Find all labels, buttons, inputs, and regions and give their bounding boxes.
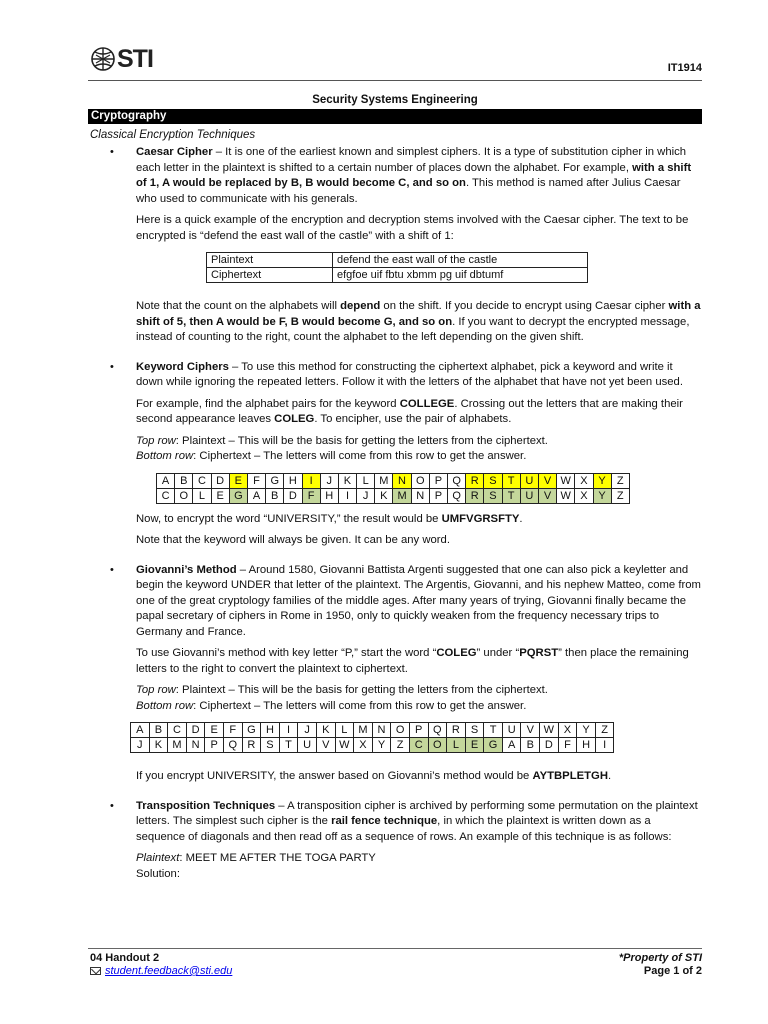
table-row [207,268,588,283]
ciphertext-cell: F [558,738,577,753]
ciphertext-cell: U [298,738,317,753]
ciphertext-cell: T [279,738,298,753]
plaintext-cell: Y [577,723,596,738]
ciphertext-cell: C [409,738,428,753]
ciphertext-cell: D [540,738,559,753]
keyword-paragraph-1 [136,360,702,391]
giovanni-paragraph-3 [136,769,702,785]
text-span: If you encrypt UNIVERSITY, the answer based on Giovanni’s method would be [136,770,533,782]
caesar-paragraph-1 [136,145,702,207]
ciphertext-cell: Y [593,488,611,503]
keyword-paragraph-2 [136,397,702,428]
transposition-paragraph-1 [136,799,702,846]
plaintext-cell: V [521,723,540,738]
table-row [207,253,588,268]
plaintext-cell: J [320,473,338,488]
subsection-heading: Classical Encryption Techniques [90,129,256,141]
plaintext-cell: L [357,473,375,488]
bold-span: AYTBPLETGH [532,770,608,782]
plaintext-cell: Q [448,473,466,488]
plaintext-cell: A [157,473,175,488]
text-span: ” then place the remaining letters to the right to convert the plaintext to ciphertext. [136,647,689,675]
keyword-bottom-row-note [136,449,702,465]
bold-span: COLEG [274,413,315,425]
text-span: Now, to encrypt the word “UNIVERSITY,” the result would be [136,512,442,525]
giovanni-top-row-note [136,683,702,699]
ciphertext-cell: E [211,488,229,503]
italic-span: Top row [136,434,176,447]
keyword-top-row-note [136,434,702,450]
ciphertext-cell: I [338,488,356,503]
ciphertext-cell: H [577,738,596,753]
ciphertext-cell: A [502,738,521,753]
giovanni-paragraph-1 [136,563,702,641]
ciphertext-cell: L [193,488,211,503]
text-span: To use Giovanni’s method with key letter “P,” start the word “ [136,647,437,659]
italic-span: Top row [136,684,176,696]
sti-logo [90,46,153,72]
giovanni-alphabet-table [130,722,614,753]
ciphertext-cell: B [521,738,540,753]
plaintext-cell: J [298,723,317,738]
ciphertext-cell: H [320,488,338,503]
giovanni-bottom-row-note [136,699,702,715]
plaintext-cell: S [465,723,484,738]
ciphertext-cell: D [284,488,302,503]
plaintext-cell: O [391,723,410,738]
bullet-icon: • [110,146,114,158]
ciphertext-cell: S [261,738,280,753]
text-span: : Ciphertext – The letters will come from this row to get the answer. [193,450,527,462]
text-span: . Crossing out the letters that are making their second appearance leaves [136,397,683,425]
section-heading: Cryptography [88,109,702,124]
text-span: . [519,512,523,525]
plaintext-cell: N [372,723,391,738]
text-span: . [607,770,612,782]
footer-divider [88,948,702,949]
ciphertext-cell: E [465,738,484,753]
text-span: . If you want to decrypt the encrypted message, instead of counting to the right, count the alphabet to the left depending on the given shift. [136,315,690,343]
ciphertext-cell: K [149,738,168,753]
plaintext-cell: Y [593,473,611,488]
text-span: on the shift. If you decide to encrypt using Caesar cipher [380,300,669,312]
plaintext-cell: W [540,723,559,738]
footer-email [90,965,232,977]
logo-text: STI [117,45,153,73]
ciphertext-cell: X [575,488,593,503]
document-title: Security Systems Engineering [312,94,478,106]
plaintext-label-cell: Plaintext [207,253,333,268]
ciphertext-cell: F [302,488,320,503]
main-content [88,145,702,882]
text-span: – To use this method for constructing the ciphertext alphabet, pick a keyword and write it down while ignoring the repeated letters. Follow it with the letters of the alphabet that have not yet been used. [136,360,683,388]
caesar-heading: Caesar Cipher [136,146,213,158]
header-divider [88,80,702,81]
plaintext-cell: N [393,473,411,488]
plaintext-cell: C [168,723,187,738]
document-code: IT1914 [667,62,702,74]
plaintext-cell: D [211,473,229,488]
text-span: : Plaintext – This will be the basis for getting the letters from the ciphertext. [175,684,548,696]
keyword-paragraph-4: Note that the keyword will always be given. It can be any word. [136,534,450,546]
giovanni-paragraph-2 [136,646,702,677]
feedback-email-link[interactable]: student.feedback@sti.edu [105,965,233,977]
ciphertext-cell: C [157,488,175,503]
plaintext-cell: I [302,473,320,488]
plaintext-cell: Z [611,473,629,488]
plaintext-cell: S [484,473,502,488]
ciphertext-label-cell: Ciphertext [207,268,333,283]
ciphertext-value-cell: efgfoe uif fbtu xbmm pg uif dbtumf [333,268,588,283]
ciphertext-cell: Z [391,738,410,753]
plaintext-cell: E [229,473,247,488]
italic-span: Plaintext [136,852,180,864]
text-span: – A transposition cipher is archived by performing some permutation on the plaintext letters. The simplest such cipher is the [136,799,698,827]
caesar-example-table [206,252,588,283]
plaintext-cell: F [223,723,242,738]
bold-span: with a shift of 1, A would be replaced by B, B would become C, and so on [136,161,692,189]
plaintext-row [157,473,630,488]
plaintext-cell: Q [428,723,447,738]
ciphertext-cell: J [131,738,150,753]
giovanni-method-item [88,563,702,785]
text-span: . To encipher, use the pair of alphabets. [314,413,512,425]
bold-span: UMFVGRSFTY [441,512,520,525]
plaintext-cell: O [411,473,429,488]
ciphertext-cell: W [557,488,575,503]
keyword-paragraph-3 [136,512,702,528]
ciphertext-cell: R [242,738,261,753]
keyword-alphabet-table [156,473,630,504]
plaintext-cell: Z [595,723,614,738]
ciphertext-cell: N [186,738,205,753]
ciphertext-cell: P [205,738,224,753]
text-span: : MEET ME AFTER THE TOGA PARTY [179,852,376,864]
ciphertext-cell: A [247,488,265,503]
page-number: Page 1 of 2 [643,965,702,977]
ciphertext-cell: P [429,488,447,503]
bold-span: COLEG [436,647,477,659]
ciphertext-cell: S [484,488,502,503]
ciphertext-cell: B [266,488,284,503]
plaintext-cell: G [242,723,261,738]
transposition-solution-label: Solution: [136,867,180,880]
italic-span: Bottom row [136,450,194,462]
plaintext-cell: I [279,723,298,738]
caesar-paragraph-3 [136,299,702,346]
plaintext-cell: P [429,473,447,488]
plaintext-cell: U [520,473,538,488]
text-span: . This method is named after Julius Caesar who used to communicate with his generals. [136,177,681,205]
plaintext-cell: D [186,723,205,738]
text-span: , in which the plaintext is written down as a sequence of diagonals and then read off as a sequence of rows. An example of this technique is as follows: [136,815,672,843]
ciphertext-row [131,738,614,753]
plaintext-cell: B [149,723,168,738]
text-span: : Plaintext – This will be the basis for getting the letters from the ciphertext. [175,434,548,447]
plaintext-cell: K [338,473,356,488]
plaintext-cell: U [502,723,521,738]
handout-label: 04 Handout 2 [90,952,160,964]
ciphertext-cell: V [538,488,556,503]
ciphertext-cell: W [335,738,354,753]
plaintext-row [131,723,614,738]
ciphertext-cell: N [411,488,429,503]
bold-span: rail fence technique [331,815,438,827]
plaintext-cell: P [409,723,428,738]
bullet-icon: • [110,563,114,576]
transposition-item [88,799,702,883]
text-span: ” under “ [476,647,520,659]
transposition-plaintext [136,851,702,867]
plaintext-cell: R [447,723,466,738]
ciphertext-cell: O [175,488,193,503]
ciphertext-cell: G [484,738,503,753]
bold-span: COLLEGE [399,397,455,410]
property-notice: *Property of STI [618,952,702,964]
ciphertext-cell: Q [223,738,242,753]
plaintext-cell: E [205,723,224,738]
ciphertext-cell: G [229,488,247,503]
plaintext-cell: X [575,473,593,488]
plaintext-cell: B [175,473,193,488]
ciphertext-cell: K [375,488,393,503]
ciphertext-cell: M [168,738,187,753]
ciphertext-cell: T [502,488,520,503]
ciphertext-cell: U [520,488,538,503]
ciphertext-cell: V [316,738,335,753]
text-span: For example, find the alphabet pairs for the keyword [136,397,400,410]
bullet-icon: • [110,360,114,373]
globe-logo-icon [90,46,116,72]
bold-span: depend [340,300,381,312]
plaintext-cell: V [538,473,556,488]
ciphertext-cell: M [393,488,411,503]
text-span: – Around 1580, Giovanni Battista Argenti suggested that one can also pick a keyletter and begin the keyword UNDER that letter of the plaintext. The Argentis, Giovanni, and his nephew Matteo, come from one of the great cryptology families of the middle ages. After many years of trying, Giovanni finally became the papal secretary of ciphers in Rome in 1950, only to quickly weaken from the frequency necessary trips to Germany and France. [136,563,701,638]
ciphertext-cell: L [447,738,466,753]
ciphertext-cell: R [466,488,484,503]
text-span: : Ciphertext – The letters will come from this row to get the answer. [193,699,527,712]
ciphertext-cell: Y [372,738,391,753]
envelope-icon [90,967,101,975]
plaintext-value-cell: defend the east wall of the castle [333,253,588,268]
plaintext-cell: G [266,473,284,488]
plaintext-cell: C [193,473,211,488]
text-span: Note that the count on the alphabets will [136,300,341,312]
plaintext-cell: T [502,473,520,488]
plaintext-cell: L [335,723,354,738]
keyword-heading: Keyword Ciphers [136,360,229,373]
caesar-paragraph-2: Here is a quick example of the encryption and decryption stems involved with the Caesar cipher. The text to be encrypted is “defend the east wall of the castle” with a shift of 1: [136,214,689,242]
keyword-cipher-item [88,360,702,549]
plaintext-cell: X [558,723,577,738]
plaintext-cell: H [261,723,280,738]
plaintext-cell: A [131,723,150,738]
ciphertext-cell: O [428,738,447,753]
caesar-cipher-item [88,145,702,346]
plaintext-cell: F [247,473,265,488]
giovanni-heading: Giovanni’s Method [136,563,237,576]
plaintext-cell: T [484,723,503,738]
ciphertext-cell: Q [448,488,466,503]
plaintext-cell: W [557,473,575,488]
transposition-heading: Transposition Techniques [136,799,276,812]
bold-span: with a shift of 5, then A would be F, B would become G, and so on [136,300,701,328]
ciphertext-cell: Z [611,488,629,503]
plaintext-cell: R [466,473,484,488]
text-span: – It is one of the earliest known and simplest ciphers. It is a type of substitution cipher in which each letter in the plaintext is shifted to a certain number of places down the alphabet. For example, [136,146,687,174]
ciphertext-row [157,488,630,503]
ciphertext-cell: J [357,488,375,503]
bold-span: PQRST [519,647,559,659]
plaintext-cell: H [284,473,302,488]
bullet-icon: • [110,799,114,812]
ciphertext-cell: X [354,738,373,753]
plaintext-cell: M [375,473,393,488]
plaintext-cell: K [316,723,335,738]
ciphertext-cell: I [595,738,614,753]
plaintext-cell: M [354,723,373,738]
italic-span: Bottom row [136,699,194,712]
